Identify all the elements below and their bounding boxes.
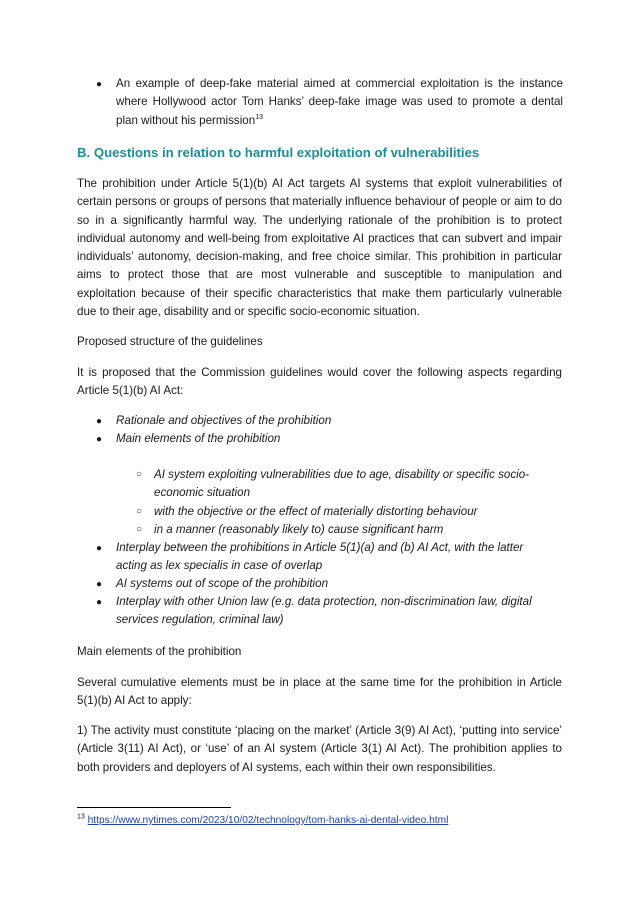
bullet-icon: ●	[96, 434, 103, 445]
footnote-separator	[77, 807, 231, 808]
placing-on-market-paragraph: 1) The activity must constitute ‘placing on the market’ (Article 3(9) AI Act), ‘putting into service’ (Article 3(11) AI Act), or ‘use’ of an AI system (Article 3(1) AI Act). The prohibition applies to both providers and deployers of AI systems, each within their own responsibilities.	[77, 724, 562, 774]
guidelines-intro-paragraph: It is proposed that the Commission guidelines would cover the following aspects regarding Article 5(1)(b) AI Act:	[77, 366, 562, 398]
sub-item-distorting-behaviour: with the objective or the effect of materially distorting behaviour	[154, 505, 478, 518]
list-item-interplay-prohibitions: Interplay between the prohibitions in Article 5(1)(a) and (b) AI Act, with the latter acting as lex specialis in case of overlap	[116, 541, 524, 573]
section-heading: B. Questions in relation to harmful exploitation of vulnerabilities	[77, 145, 480, 160]
circle-bullet-icon: ○	[136, 469, 143, 480]
list-item	[96, 539, 563, 575]
footnote-ref[interactable]: 13	[255, 113, 263, 121]
cumulative-elements-paragraph: Several cumulative elements must be in place at the same time for the prohibition in Article 5(1)(b) AI Act to apply:	[77, 676, 562, 708]
list-item-union-law: Interplay with other Union law (e.g. data protection, non-discrimination law, digital services regulation, criminal law)	[116, 595, 532, 627]
footnote-link[interactable]: https://www.nytimes.com/2023/10/02/technology/tom-hanks-ai-dental-video.html	[87, 815, 449, 826]
list-item-rationale: Rationale and objectives of the prohibition	[116, 414, 332, 427]
deepfake-example-bullet	[96, 75, 563, 131]
list-item	[96, 593, 563, 629]
circle-bullet-icon: ○	[136, 524, 143, 535]
circle-bullet-icon: ○	[136, 506, 143, 517]
list-item-main-elements: Main elements of the prohibition	[116, 432, 281, 445]
main-elements-label: Main elements of the prohibition	[77, 645, 242, 658]
footnote-number: 13	[77, 813, 85, 821]
sub-list-item	[136, 466, 563, 502]
bullet-icon: ●	[96, 79, 103, 90]
sub-item-vulnerabilities: AI system exploiting vulnerabilities due to age, disability or specific socio-economic situation	[154, 468, 530, 500]
rationale-paragraph: The prohibition under Article 5(1)(b) AI Act targets AI systems that exploit vulnerabilities of certain persons or groups of persons that materially influence behaviour of people or aim to do so in a significantly harmful way. The underlying rationale of the prohibition is to protect individual autonomy and well-being from exploitative AI practices that can subvert and impair individuals’ autonomy, decision-making, and free choice similar. This prohibition in particular aims to protect those that are most vulnerable and susceptible to manipulation and exploitation because of their specific characteristics that make them particularly vulnerable due to their age, disability and or specific socio-economic situation.	[77, 177, 562, 319]
bullet-icon: ●	[96, 543, 103, 554]
list-item-out-of-scope: AI systems out of scope of the prohibition	[116, 577, 329, 590]
bullet-icon: ●	[96, 416, 103, 427]
sub-item-significant-harm: in a manner (reasonably likely to) cause significant harm	[154, 523, 444, 536]
proposed-structure-label: Proposed structure of the guidelines	[77, 335, 263, 348]
bullet-icon: ●	[96, 579, 103, 590]
deepfake-example-text: An example of deep-fake material aimed at commercial exploitation is the instance where Hollywood actor Tom Hanks’ deep-fake image was used to promote a dental plan without his permission	[116, 77, 563, 127]
footnote	[77, 814, 448, 827]
bullet-icon: ●	[96, 597, 103, 608]
